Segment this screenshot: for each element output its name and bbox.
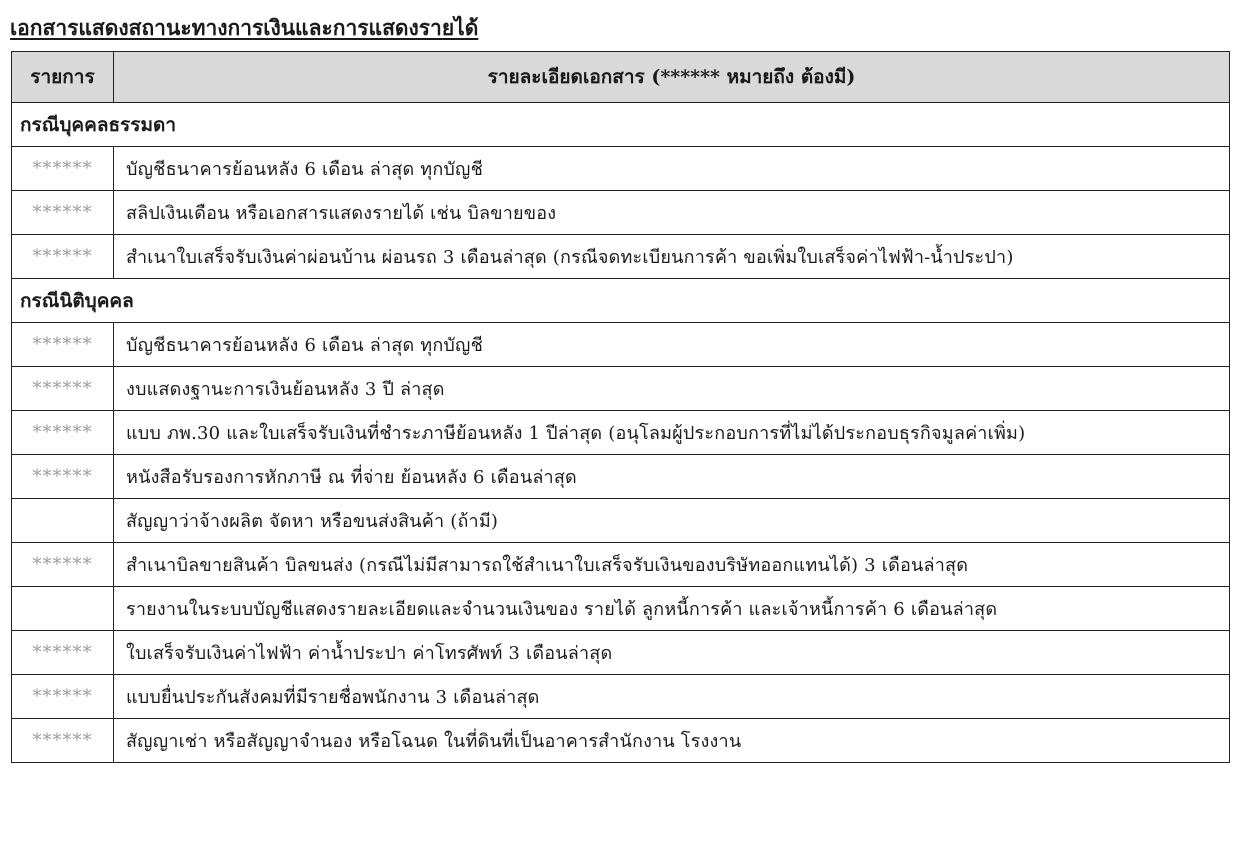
section-row-juristic <box>12 279 1230 323</box>
table-row <box>12 543 1230 587</box>
table-row <box>12 499 1230 543</box>
table-header-row <box>12 52 1230 103</box>
table-row <box>12 675 1230 719</box>
table-row <box>12 455 1230 499</box>
required-mark: ****** <box>12 147 114 191</box>
required-mark: ****** <box>12 543 114 587</box>
document-detail: สำเนาบิลขายสินค้า บิลขนส่ง (กรณีไม่มีสามารถใช้สำเนาใบเสร็จรับเงินของบริษัทออกแทนได้) 3 เดือนล่าสุด <box>114 543 1230 587</box>
required-mark <box>12 587 114 631</box>
document-detail: แบบยื่นประกันสังคมที่มีรายชื่อพนักงาน 3 เดือนล่าสุด <box>114 675 1230 719</box>
required-mark: ****** <box>12 455 114 499</box>
required-mark: ****** <box>12 675 114 719</box>
table-row <box>12 719 1230 763</box>
document-detail: สลิปเงินเดือน หรือเอกสารแสดงรายได้ เช่น บิลขายของ <box>114 191 1230 235</box>
required-mark: ****** <box>12 367 114 411</box>
table-row <box>12 147 1230 191</box>
table-row <box>12 323 1230 367</box>
required-mark: ****** <box>12 191 114 235</box>
section-row-individual <box>12 103 1230 147</box>
required-mark <box>12 499 114 543</box>
table-row <box>12 235 1230 279</box>
document-detail: รายงานในระบบบัญชีแสดงรายละเอียดและจำนวนเงินของ รายได้ ลูกหนี้การค้า และเจ้าหนี้การค้า 6 เดือนล่าสุด <box>114 587 1230 631</box>
document-detail: หนังสือรับรองการหักภาษี ณ ที่จ่าย ย้อนหลัง 6 เดือนล่าสุด <box>114 455 1230 499</box>
required-mark: ****** <box>12 323 114 367</box>
document-detail: บัญชีธนาคารย้อนหลัง 6 เดือน ล่าสุด ทุกบัญชี <box>114 323 1230 367</box>
document-detail: บัญชีธนาคารย้อนหลัง 6 เดือน ล่าสุด ทุกบัญชี <box>114 147 1230 191</box>
section-label: กรณีบุคคลธรรมดา <box>12 103 1230 147</box>
document-detail: งบแสดงฐานะการเงินย้อนหลัง 3 ปี ล่าสุด <box>114 367 1230 411</box>
table-row <box>12 191 1230 235</box>
document-detail: สำเนาใบเสร็จรับเงินค่าผ่อนบ้าน ผ่อนรถ 3 เดือนล่าสุด (กรณีจดทะเบียนการค้า ขอเพิ่มใบเสร็จค่าไฟฟ้า-น้ำประปา) <box>114 235 1230 279</box>
required-mark: ****** <box>12 719 114 763</box>
requirements-table <box>11 51 1230 763</box>
required-mark: ****** <box>12 631 114 675</box>
header-item: รายการ <box>12 52 114 103</box>
document-detail: สัญญาเช่า หรือสัญญาจำนอง หรือโฉนด ในที่ดินที่เป็นอาคารสำนักงาน โรงงาน <box>114 719 1230 763</box>
section-label: กรณีนิติบุคคล <box>12 279 1230 323</box>
document-title: เอกสารแสดงสถานะทางการเงินและการแสดงรายได้ <box>10 15 479 40</box>
table-row <box>12 587 1230 631</box>
table-row <box>12 631 1230 675</box>
required-mark: ****** <box>12 235 114 279</box>
table-row <box>12 367 1230 411</box>
table-row <box>12 411 1230 455</box>
document-detail: สัญญาว่าจ้างผลิต จัดหา หรือขนส่งสินค้า (ถ้ามี) <box>114 499 1230 543</box>
document-detail: แบบ ภพ.30 และใบเสร็จรับเงินที่ชำระภาษีย้อนหลัง 1 ปีล่าสุด (อนุโลมผู้ประกอบการที่ไม่ได้ประกอบธุรกิจมูลค่าเพิ่ม) <box>114 411 1230 455</box>
header-details: รายละเอียดเอกสาร (****** หมายถึง ต้องมี) <box>114 52 1230 103</box>
document-detail: ใบเสร็จรับเงินค่าไฟฟ้า ค่าน้ำประปา ค่าโทรศัพท์ 3 เดือนล่าสุด <box>114 631 1230 675</box>
required-mark: ****** <box>12 411 114 455</box>
